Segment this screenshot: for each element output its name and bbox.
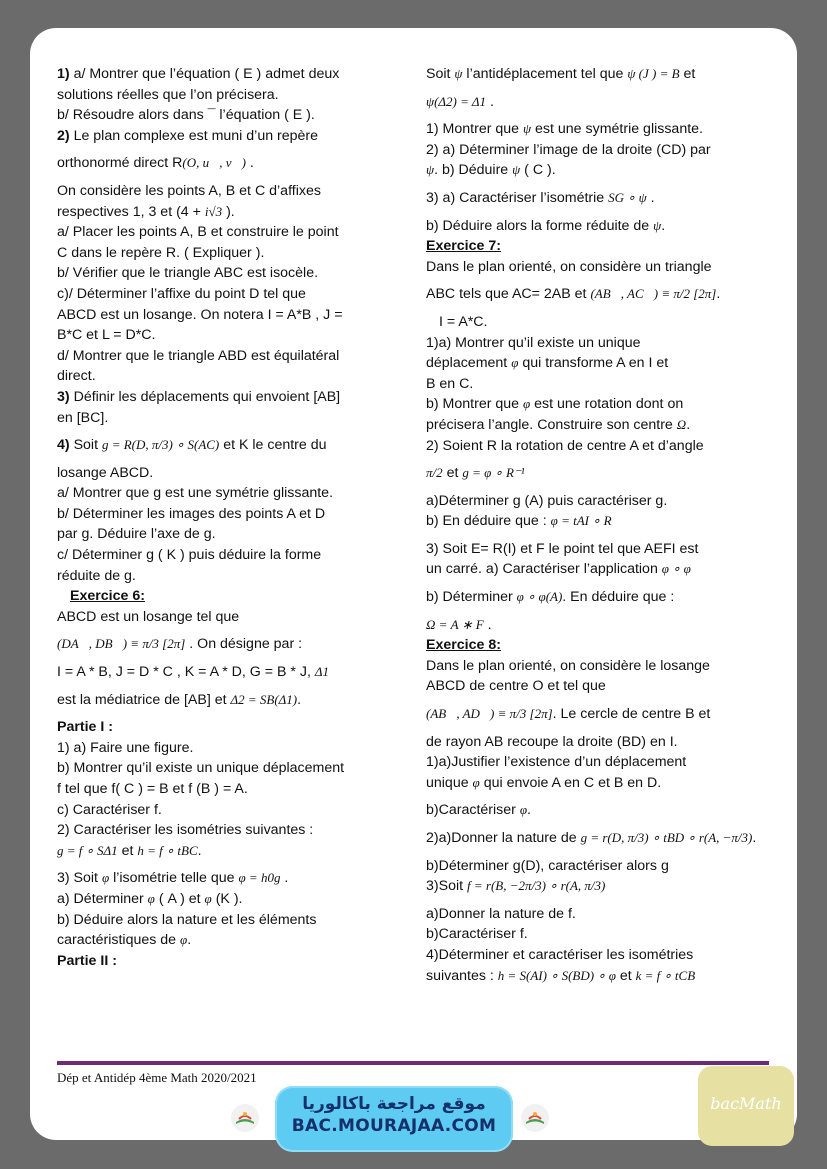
- book-logo-icon: [521, 1104, 549, 1132]
- math-expression: (AB⃗, AC⃗) ≡ π/2 [2π]: [590, 286, 717, 302]
- text-run: . b) Déduire: [434, 162, 513, 179]
- math-expression: Δ1: [314, 664, 329, 680]
- text-run: . Le cercle de centre B et: [552, 706, 711, 723]
- text-run: est une symétrie glissante.: [531, 121, 703, 138]
- math-expression: φ: [523, 396, 531, 412]
- text-line: direct.: [57, 368, 96, 385]
- question-number: 2): [57, 127, 70, 144]
- text-line: b) Montrer qu’il existe un unique déplacement: [57, 760, 345, 777]
- question-number: 1): [57, 66, 70, 82]
- text-line: ABCD de centre O et tel que: [426, 678, 606, 695]
- math-expression: Ω = A ∗ F: [426, 616, 484, 632]
- text-line: [426, 828, 760, 849]
- text-line: c)/ Déterminer l’affixe du point D tel que: [57, 285, 306, 302]
- text-line: losange ABCD.: [57, 464, 154, 481]
- text-run: .: [280, 870, 289, 887]
- math-expression: φ ∘ φ: [661, 561, 691, 577]
- book-logo-icon: [231, 1104, 259, 1132]
- site-banner[interactable]: [275, 1086, 513, 1152]
- text-line: solutions réelles que l’on précisera.: [57, 86, 279, 103]
- math-expression: g = φ ∘ R⁻¹: [462, 465, 525, 481]
- text-line: [57, 868, 387, 889]
- text-run: a/ Montrer que l’équation ( E ) admet deux: [69, 66, 340, 82]
- text-line: [57, 889, 387, 910]
- text-line: 2) Soient R la rotation de centre A et d’angle: [426, 437, 704, 454]
- math-expression: g = f ∘ SΔ1: [57, 842, 118, 858]
- text-run: qui envoie A en C et B en D.: [479, 774, 662, 791]
- text-line: B en C.: [426, 375, 474, 392]
- text-run: caractéristiques de: [57, 932, 181, 949]
- text-line: [426, 966, 760, 987]
- text-run: (K ).: [211, 890, 243, 907]
- math-expression: φ ∘ φ(A): [516, 589, 563, 605]
- math-expression: Ω: [676, 416, 687, 432]
- text-run: b)Caractériser: [426, 802, 520, 819]
- text-line: a/ Montrer que g est une symétrie glissante.: [57, 485, 334, 502]
- text-line: [426, 119, 760, 140]
- text-line: de rayon AB recoupe la droite (BD) en I.: [426, 733, 678, 750]
- text-line: B*C et L = D*C.: [57, 327, 156, 344]
- math-expression: h = f ∘ tBC: [137, 842, 198, 858]
- text-run: respectives 1, 3 et (4 +: [57, 203, 205, 220]
- right-column: [426, 64, 760, 986]
- text-run: est la médiatrice de [AB] et: [57, 691, 231, 708]
- math-expression: φ: [204, 890, 212, 906]
- text-line: [426, 615, 760, 636]
- text-run: 3) Soit: [57, 870, 102, 887]
- text-line: Dans le plan orienté, on considère le losange: [426, 657, 710, 674]
- text-run: suivantes :: [426, 967, 498, 984]
- text-line: b/ Vérifier que le triangle ABC est isocèle.: [57, 265, 319, 282]
- text-run: 1) Montrer que: [426, 121, 523, 138]
- text-line: [426, 415, 760, 436]
- math-expression: φ: [101, 870, 110, 886]
- text-line: c/ Déterminer g ( K ) puis déduire la forme: [57, 547, 322, 564]
- text-run: .: [686, 416, 691, 433]
- text-run: 3) a) Caractériser l’isométrie: [426, 189, 609, 206]
- text-run: .: [752, 830, 757, 846]
- footer-label: Dép et Antidép 4ème Math 2020/2021: [57, 1070, 257, 1085]
- text-line: I = A*C.: [439, 313, 488, 330]
- text-run: Soit: [69, 437, 102, 454]
- text-run: Soit: [426, 66, 455, 82]
- text-run: Définir les déplacements qui envoient [AB]: [69, 388, 341, 405]
- text-line: [426, 463, 760, 484]
- text-line: d/ Montrer que le triangle ABD est équilatéral: [57, 347, 340, 364]
- text-run: .: [661, 217, 666, 234]
- question-number: 3): [57, 388, 70, 405]
- math-expression: ψ: [523, 121, 532, 137]
- text-line: [426, 394, 760, 415]
- text-line: b) Déduire alors la nature et les éléments: [57, 911, 317, 928]
- text-line: C dans le repère R. ( Expliquer ).: [57, 244, 265, 261]
- text-line: [426, 704, 760, 725]
- text-line: [57, 126, 387, 147]
- exercise-6-title: Exercice 6:: [70, 588, 145, 605]
- math-expression: φ: [147, 890, 155, 906]
- text-run: .: [483, 616, 492, 633]
- text-run: et: [117, 842, 138, 859]
- math-expression: SG ∘ ψ: [608, 189, 647, 205]
- text-run: b) En déduire que :: [426, 513, 551, 530]
- text-line: a)Déterminer g (A) puis caractériser g.: [426, 492, 668, 509]
- text-run: ( C ).: [520, 162, 556, 179]
- banner-url[interactable]: BAC.MOURAJAA.COM: [291, 1116, 497, 1136]
- text-line: par g. Déduire l’axe de g.: [57, 526, 216, 543]
- text-line: Dans le plan orienté, on considère un triangle: [426, 258, 712, 275]
- text-line: b)Déterminer g(D), caractériser alors g: [426, 857, 669, 874]
- text-run: et: [615, 967, 636, 984]
- text-run: b) Déterminer: [426, 589, 517, 606]
- text-line: [57, 153, 387, 174]
- math-expression: ψ: [653, 217, 662, 233]
- text-line: [426, 559, 760, 580]
- text-run: I = A * B, J = D * C , K = A * D, G = B * J,: [57, 664, 315, 681]
- text-line: [57, 634, 387, 655]
- math-expression: (AB⃗, AD⃗) ≡ π/3 [2π]: [426, 706, 553, 722]
- text-run: .: [197, 842, 202, 859]
- text-run: un carré. a) Caractériser l’application: [426, 561, 662, 578]
- text-run: 3)Soit: [426, 878, 468, 895]
- math-expression: g = R(D, π/3) ∘ S(AC): [101, 437, 220, 453]
- text-run: ( A ) et: [154, 890, 205, 907]
- text-line: On considère les points A, B et C d’affixes: [57, 182, 321, 199]
- text-run: .: [187, 932, 192, 949]
- text-line: [57, 202, 387, 223]
- text-line: 2) Caractériser les isométries suivantes :: [57, 822, 314, 839]
- text-run: précisera l’angle. Construire son centre: [426, 416, 677, 433]
- math-expression: π/2: [426, 465, 443, 481]
- text-line: [426, 800, 760, 821]
- text-line: [426, 511, 760, 532]
- partie-1-title: Partie I :: [57, 719, 113, 736]
- text-line: 4)Déterminer et caractériser les isométries: [426, 946, 694, 963]
- math-expression: h = S(AI) ∘ S(BD) ∘ φ: [497, 967, 616, 983]
- bacmath-logo-text: bacMath: [710, 1094, 782, 1113]
- text-line: 1)a)Justifier l’existence d’un déplacement: [426, 754, 687, 771]
- text-line: ABCD est un losange. On notera I = A*B , J =: [57, 306, 343, 323]
- text-line: [426, 216, 760, 237]
- text-run: l’isométrie telle que: [109, 870, 239, 887]
- text-run: Le plan complexe est muni d’un repère: [69, 127, 319, 144]
- text-line: [426, 284, 760, 305]
- math-expression: φ: [472, 774, 480, 790]
- text-run: 2)a)Donner la nature de: [426, 830, 581, 846]
- math-expression: i√3: [204, 203, 223, 219]
- math-expression: φ: [511, 355, 519, 371]
- text-run: est une rotation dont on: [530, 396, 684, 413]
- text-line: 2) a) Déterminer l’image de la droite (CD) par: [426, 141, 711, 158]
- text-line: a)Donner la nature de f.: [426, 905, 576, 922]
- question-number: 4): [57, 437, 70, 454]
- text-line: 1)a) Montrer qu’il existe un unique: [426, 334, 641, 351]
- text-run: .: [486, 93, 494, 110]
- text-line: [57, 841, 387, 862]
- math-expression: g = r(D, π/3) ∘ tBD ∘ r(A, −π/3): [580, 830, 753, 845]
- text-line: 1) a) Faire une figure.: [57, 739, 194, 756]
- text-line: [426, 64, 760, 85]
- text-line: 3) Soit E= R(I) et F le point tel que AEFI est: [426, 540, 699, 557]
- text-line: [426, 876, 760, 897]
- exercise-7-title: Exercice 7:: [426, 238, 501, 255]
- text-line: f tel que f( C ) = B et f (B ) = A.: [57, 781, 248, 797]
- text-line: [426, 353, 760, 374]
- math-expression: ψ: [426, 162, 435, 178]
- bacmath-logo: [698, 1066, 794, 1146]
- text-run: ).: [222, 203, 235, 220]
- math-expression: ψ (J ) = B: [627, 66, 680, 81]
- text-run: b) Déduire alors la forme réduite de: [426, 217, 654, 234]
- text-line: réduite de g.: [57, 567, 136, 584]
- banner-arabic-text: موقع مراجعة باكالوريا: [302, 1094, 486, 1114]
- text-line: [57, 930, 387, 951]
- text-line: [57, 662, 387, 683]
- text-run: a) Déterminer: [57, 890, 148, 907]
- text-line: [57, 690, 387, 711]
- text-run: .: [527, 802, 531, 819]
- text-line: [426, 773, 760, 794]
- footer-divider: [57, 1061, 769, 1065]
- text-run: déplacement: [426, 355, 512, 372]
- text-run: . En déduire que :: [562, 589, 675, 606]
- math-expression: k = f ∘ tCB: [635, 967, 696, 983]
- text-run: et: [679, 66, 696, 82]
- text-run: ABC tels que AC= 2AB et: [426, 286, 591, 303]
- text-line: [426, 92, 760, 113]
- text-run: orthonormé direct R: [57, 155, 183, 172]
- math-expression: (O, u⃗, v⃗): [182, 155, 246, 171]
- math-expression: φ: [180, 932, 188, 948]
- exercise-8-title: Exercice 8:: [426, 637, 501, 654]
- math-expression: ψ(Δ2) = Δ1: [426, 93, 487, 109]
- text-run: et: [442, 465, 463, 482]
- text-line: b/ Résoudre alors dans ¯ l’équation ( E ).: [57, 107, 315, 124]
- text-run: b) Montrer que: [426, 396, 523, 413]
- text-line: c) Caractériser f.: [57, 801, 162, 818]
- text-line: b/ Déterminer les images des points A et D: [57, 505, 326, 522]
- partie-2-title: Partie II :: [57, 952, 117, 969]
- math-expression: ψ: [454, 66, 463, 81]
- text-line: [426, 160, 760, 181]
- text-line: [426, 188, 760, 209]
- math-expression: φ = tAI ∘ R: [550, 513, 612, 529]
- math-expression: f = r(B, −2π/3) ∘ r(A, π/3): [467, 878, 606, 894]
- left-column: [57, 64, 387, 971]
- text-line: ABCD est un losange tel que: [57, 608, 240, 625]
- text-line: [57, 387, 387, 408]
- text-run: . On désigne par :: [185, 636, 303, 653]
- math-expression: (DA⃗, DB⃗) ≡ π/3 [2π]: [57, 636, 186, 652]
- math-expression: φ = h0g: [238, 870, 281, 886]
- text-run: qui transforme A en I et: [518, 355, 669, 372]
- text-run: .: [245, 155, 254, 172]
- text-line: [426, 587, 760, 608]
- math-expression: ψ: [512, 162, 521, 178]
- math-expression: φ: [519, 802, 528, 818]
- text-line: a/ Placer les points A, B et construire le point: [57, 224, 339, 241]
- text-run: .: [646, 189, 655, 206]
- text-run: .: [297, 691, 302, 708]
- text-run: l’antidéplacement tel que: [462, 66, 628, 82]
- text-line: b)Caractériser f.: [426, 926, 528, 943]
- text-line: [57, 435, 387, 456]
- text-line: [57, 64, 387, 85]
- text-run: unique: [426, 774, 473, 791]
- text-run: et K le centre du: [219, 437, 327, 454]
- text-run: .: [716, 286, 721, 303]
- text-line: en [BC].: [57, 409, 109, 426]
- math-expression: Δ2 = SB(Δ1): [230, 691, 298, 707]
